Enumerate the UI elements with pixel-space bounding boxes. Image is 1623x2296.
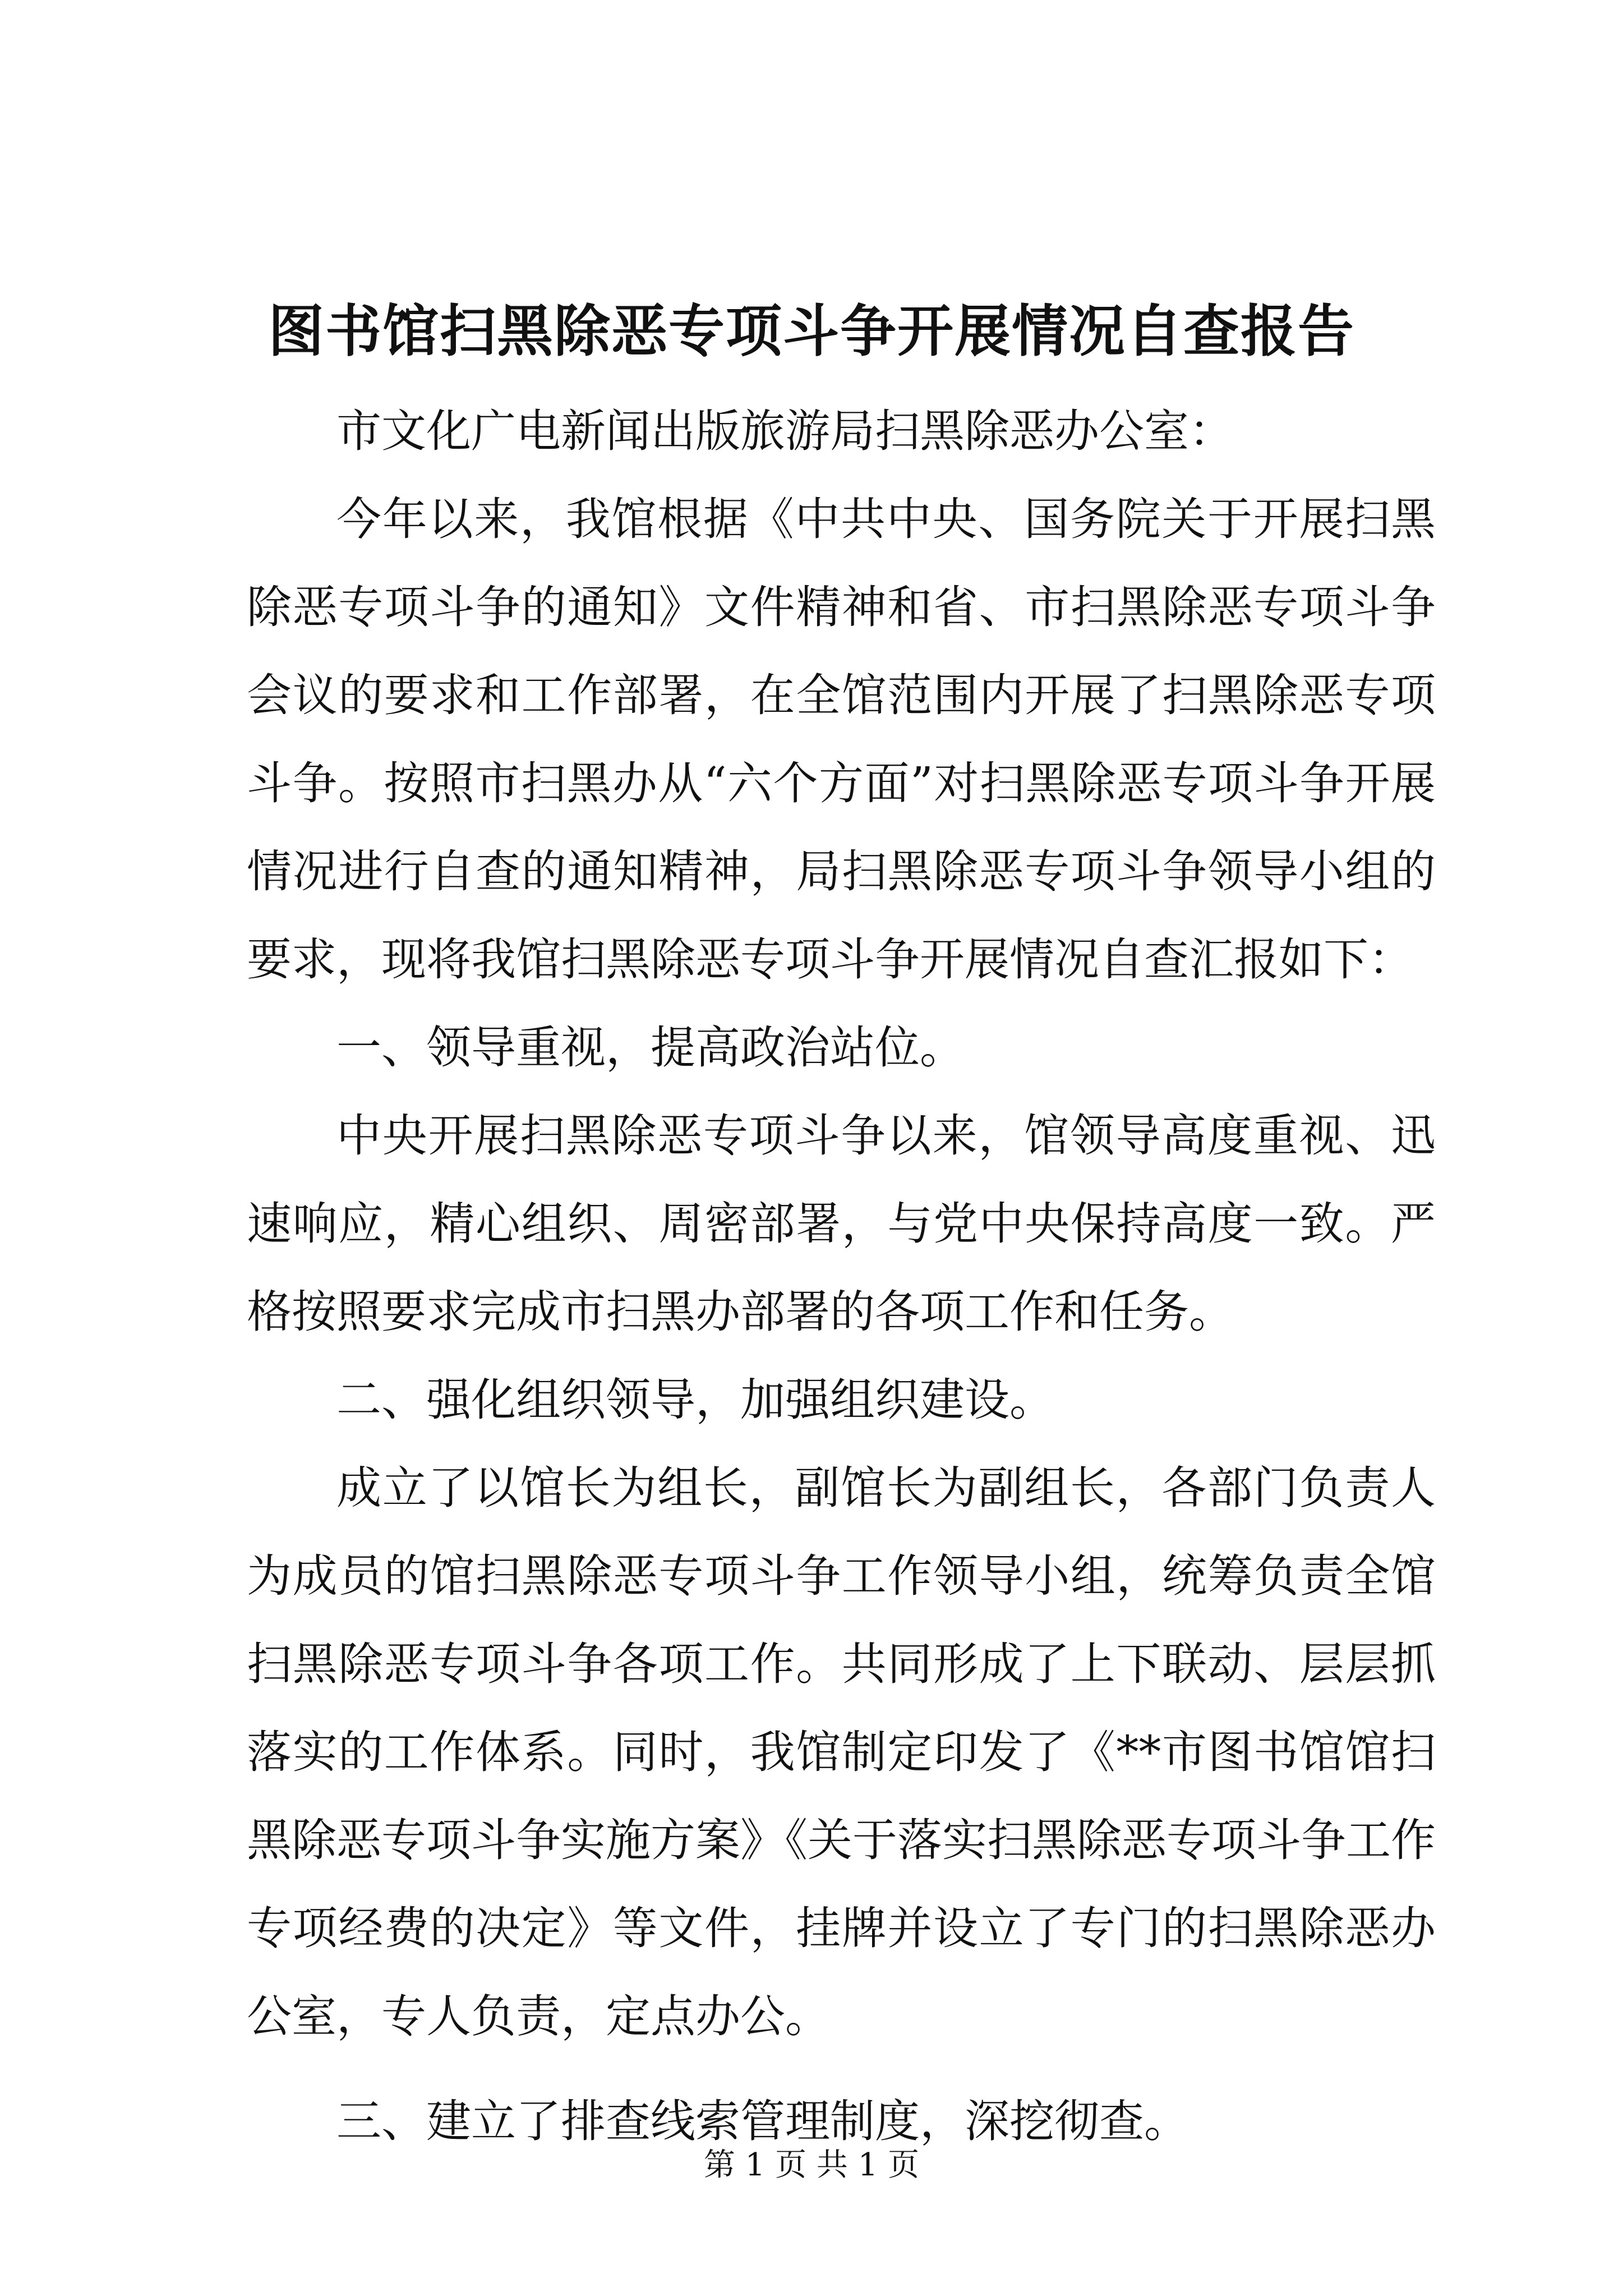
section-heading-1: 一、领导重视，提高政治站位。 — [336, 1022, 965, 1074]
section-paragraph-2: 成立了以馆长为组长，副馆长为副组长，各部门负责人为成员的馆扫黑除恶专项斗争工作领导小组，统筹负责全馆扫黑除恶专项斗争各项工作。共同形成了上下联动、层层抓落实的工作体系。同时，我馆制定印发了《**市图书馆馆扫黑除恶专项斗争实施方案》《关于落实扫黑除恶专项斗争工作专项经费的决定》等文件，挂牌并设立了专门的扫黑除恶办公室，专人负责，定点办公。 — [247, 1462, 1436, 2042]
addressee-line: 市文化广电新闻出版旅游局扫黑除恶办公室： — [336, 405, 1234, 457]
section-paragraph-1: 中央开展扫黑除恶专项斗争以来，馆领导高度重视、迅速响应，精心组织、周密部署，与党中央保持高度一致。严格按照要求完成市扫黑办部署的各项工作和任务。 — [247, 1110, 1436, 1338]
document-body — [247, 387, 1436, 2165]
document-title: 图书馆扫黑除恶专项斗争开展情况自查报告 — [268, 298, 1355, 364]
section-heading-2: 二、强化组织领导，加强组织建设。 — [336, 1374, 1054, 1426]
section-heading-3: 三、建立了排查线索管理制度，深挖彻查。 — [336, 2095, 1189, 2147]
page-footer: 第 1 页 共 1 页 — [703, 2147, 920, 2183]
intro-paragraph: 今年以来，我馆根据《中共中央、国务院关于开展扫黑除恶专项斗争的通知》文件精神和省、市扫黑除恶专项斗争会议的要求和工作部署，在全馆范围内开展了扫黑除恶专项斗争。按照市扫黑办从“六个方面”对扫黑除恶专项斗争开展情况进行自查的通知精神，局扫黑除恶专项斗争领导小组的要求，现将我馆扫黑除恶专项斗争开展情况自查汇报如下： — [247, 493, 1436, 986]
